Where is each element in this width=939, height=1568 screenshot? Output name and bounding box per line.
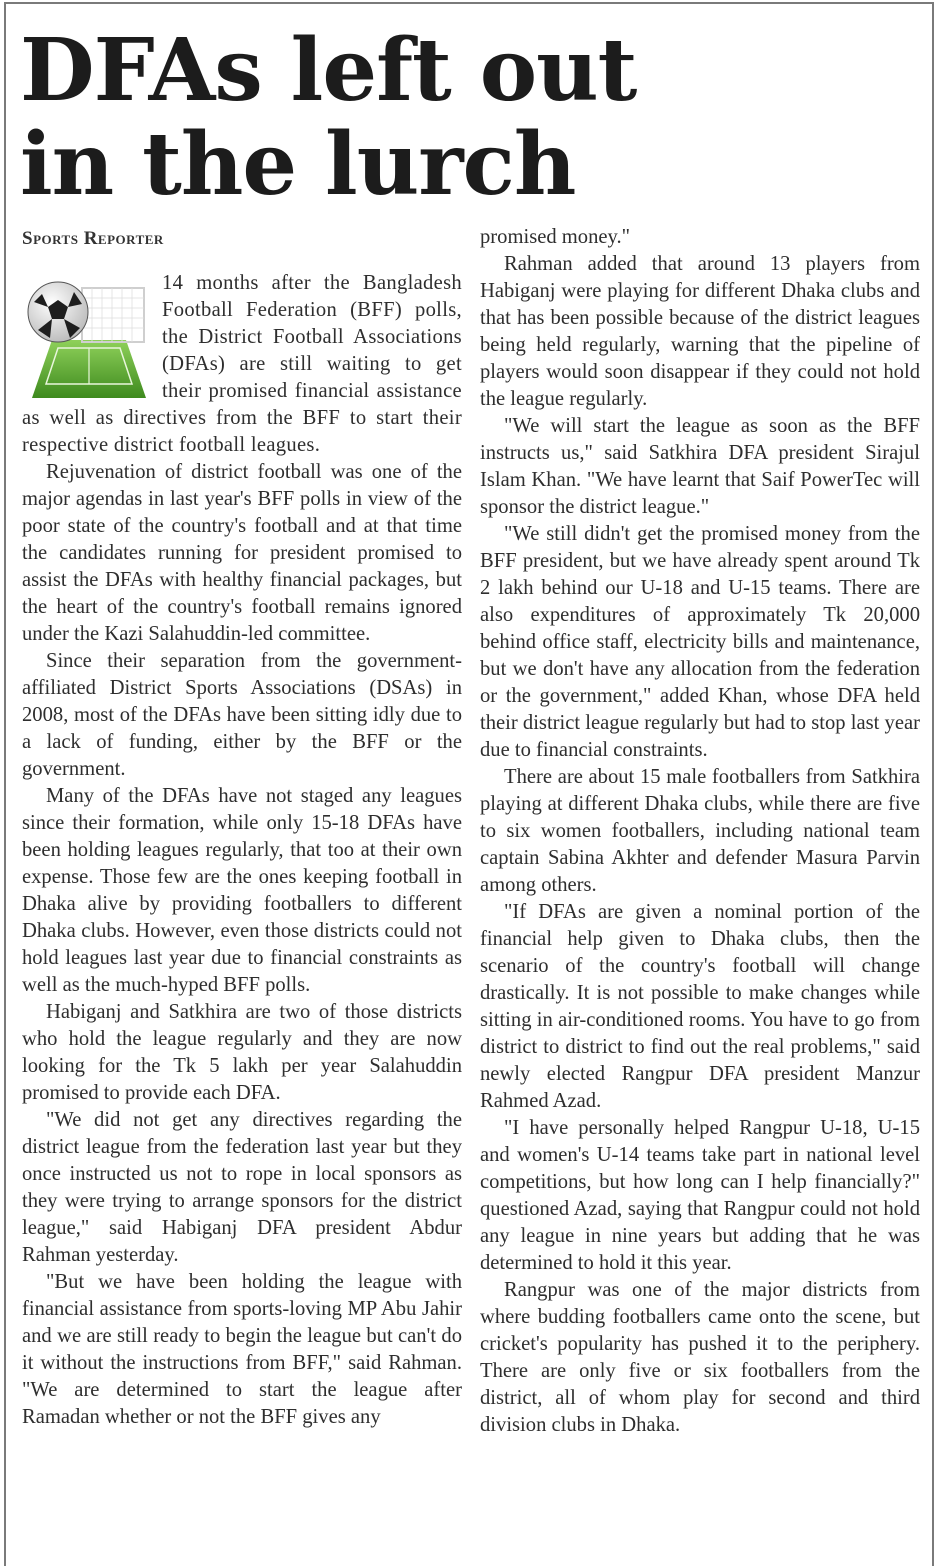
paragraph: Many of the DFAs have not staged any leagues since their formation, while only 15-18 DFAs have been holding leagues regularly, that too at their own expense. Those few are the ones keeping football in Dhaka alive by providing footballers to different Dhaka clubs. However, even those districts could not hold leagues last year due to financial constraints as well as the much-hyped BFF polls. — [22, 785, 462, 996]
paragraph: 14 months after the Bangladesh Football Federation (BFF) polls, the District Football Associations (DFAs) are still waiting to get their promised financial assistance as well as directives from the BFF to start their respective district football leagues. — [22, 272, 462, 456]
frame-top-rule — [4, 2, 934, 4]
paragraph-continued: promised money." — [480, 226, 631, 248]
football-field-icon — [22, 272, 152, 402]
paragraph: Rahman added that around 13 players from Habiganj were playing for different Dhaka clubs and that has been possible because of the district leagues being held regularly, warning that the pipeline of players would soon disappear if they could not hold the league regularly. — [480, 253, 920, 410]
frame-left-rule — [4, 2, 6, 1566]
paragraph: "If DFAs are given a nominal portion of the financial help given to Dhaka clubs, then the scenario of the country's football will change drastically. It is not possible to make changes while sitting in air-conditioned rooms. You have to go from district to district to find out the real problems," said newly elected Rangpur DFA president Manzur Rahmed Azad. — [480, 901, 920, 1112]
paragraph: "We still didn't get the promised money from the BFF president, but we have already spent around Tk 2 lakh behind our U-18 and U-15 teams. There are also expenditures of approximately Tk 20,000 behind office staff, electricity bills and maintenance, but we don't have any allocation from the federation or the government," added Khan, whose DFA held their district league regularly but had to stop last year due to financial constraints. — [480, 523, 920, 761]
paragraph: "But we have been holding the league with financial assistance from sports-loving MP Abu Jahir and we are still ready to begin the league but can't do it without the instructions from BFF," said Rahman. "We are determined to start the league after Ramadan whether or not the BFF gives any — [22, 1271, 462, 1428]
article-column-left — [22, 270, 462, 1565]
headline: DFAs left out in the lurch — [20, 20, 637, 215]
paragraph: Habiganj and Satkhira are two of those districts who hold the league regularly and they are now looking for the Tk 5 lakh per year Salahuddin promised to provide each DFA. — [22, 1001, 462, 1104]
paragraph: Since their separation from the government-affiliated District Sports Associations (DSAs) in 2008, most of the DFAs have been sitting idly due to a lack of funding, either by the BFF or the government. — [22, 650, 462, 780]
paragraph: There are about 15 male footballers from Satkhira playing at different Dhaka clubs, while there are five to six women footballers, including national team captain Sabina Akhter and defender Masura Parvin among others. — [480, 766, 920, 896]
paragraph: Rangpur was one of the major districts from where budding footballers came onto the scene, but cricket's popularity has pushed it to the periphery. There are only five or six footballers from the district, all of whom play for second and third division clubs in Dhaka. — [480, 1279, 920, 1436]
byline: Sports Reporter — [22, 228, 164, 249]
paragraph: "We did not get any directives regarding the district league from the federation last year but they once instructed us not to rope in local sponsors as they were trying to arrange sponsors for the district league," said Habiganj DFA president Abdur Rahman yesterday. — [22, 1109, 462, 1266]
paragraph: "I have personally helped Rangpur U-18, U-15 and women's U-14 teams take part in national level competitions, but how long can I help financially?" questioned Azad, saying that Rangpur could not hold any league in nine years but adding that he was determined to hold it this year. — [480, 1117, 920, 1274]
frame-right-rule — [932, 2, 934, 1566]
paragraph: Rejuvenation of district football was one of the major agendas in last year's BFF polls in view of the poor state of the country's football and at that time the candidates running for president promised to assist the DFAs with healthy financial packages, but the heart of the country's football remains ignored under the Kazi Salahuddin-led committee. — [22, 461, 462, 645]
paragraph: "We will start the league as soon as the BFF instructs us," said Satkhira DFA president Sirajul Islam Khan. "We have learnt that Saif PowerTec will sponsor the district league." — [480, 415, 920, 518]
article-column-right — [480, 224, 920, 1564]
